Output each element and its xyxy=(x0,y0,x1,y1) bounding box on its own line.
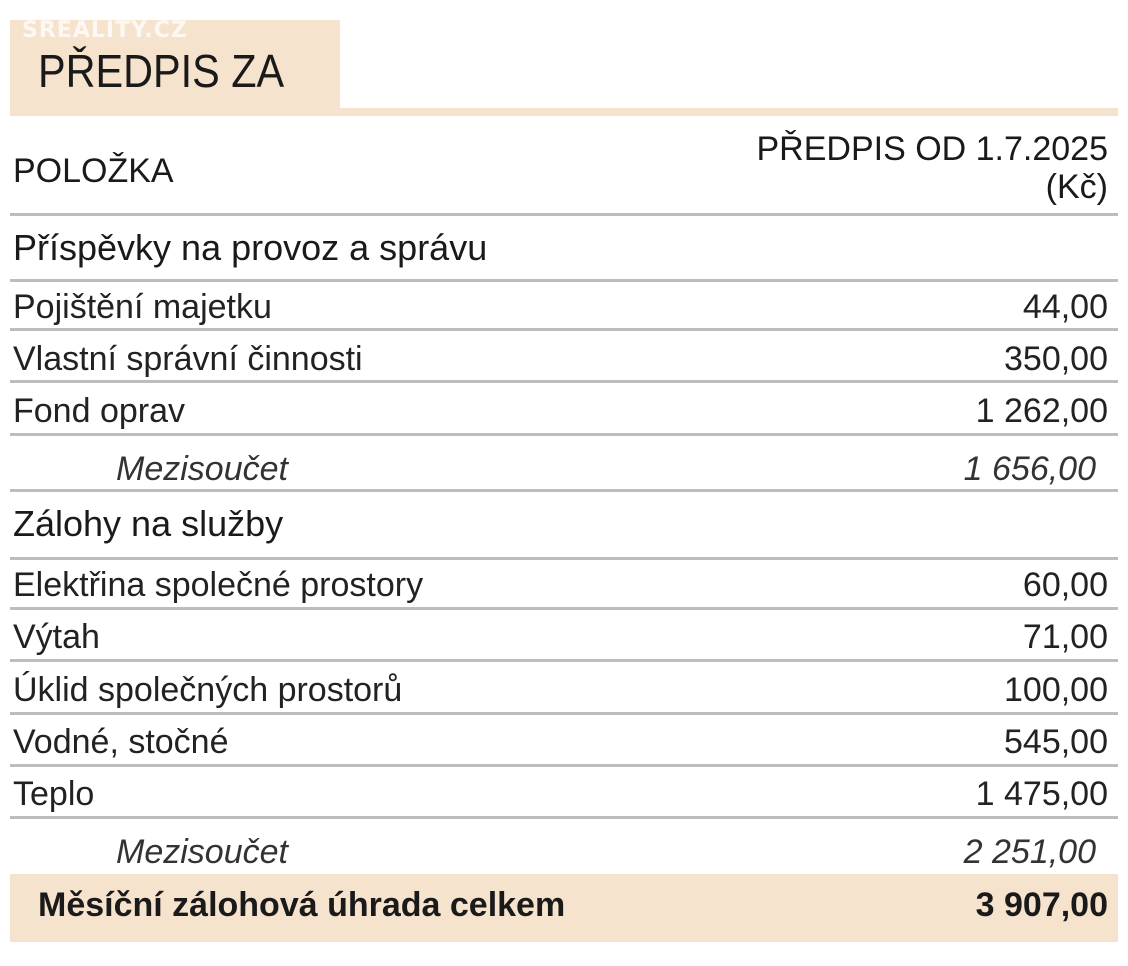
section-heading-label: Příspěvky na provoz a správu xyxy=(13,227,488,268)
subtotal-label: Mezisoučet xyxy=(116,833,288,871)
row-label: Pojištění majetku xyxy=(13,288,272,326)
column-header-value-line1: PŘEDPIS OD 1.7.2025 xyxy=(756,130,1108,168)
separator xyxy=(10,764,1118,767)
separator xyxy=(10,557,1118,560)
subtotal-value: 2 251,00 xyxy=(963,833,1096,871)
row-value: 71,00 xyxy=(1022,618,1108,656)
separator xyxy=(10,279,1118,282)
subtotal-value: 1 656,00 xyxy=(963,450,1096,488)
separator xyxy=(10,489,1118,492)
separator xyxy=(10,816,1118,819)
separator xyxy=(10,607,1118,610)
separator xyxy=(10,659,1118,662)
row-value: 1 262,00 xyxy=(975,392,1108,430)
separator xyxy=(10,328,1118,331)
row-label: Fond oprav xyxy=(13,392,185,430)
column-header-item: POLOŽKA xyxy=(13,152,174,190)
watermark-logo: SREALITY.CZ xyxy=(22,18,188,43)
separator xyxy=(10,213,1118,216)
separator xyxy=(10,433,1118,436)
section-heading-label: Zálohy na služby xyxy=(13,503,284,544)
total-value: 3 907,00 xyxy=(975,886,1108,924)
total-label: Měsíční zálohová úhrada celkem xyxy=(38,886,566,924)
title-rule xyxy=(10,108,1118,116)
column-header-value-line2: (Kč) xyxy=(1045,168,1108,206)
row-label: Elektřina společné prostory xyxy=(13,566,424,604)
separator xyxy=(10,712,1118,715)
row-label: Vlastní správní činnosti xyxy=(13,340,363,378)
row-value: 1 475,00 xyxy=(975,775,1108,813)
page-title: PŘEDPIS ZA xyxy=(38,45,285,97)
row-label: Vodné, stočné xyxy=(13,723,229,761)
row-label: Výtah xyxy=(13,618,100,656)
row-label: Úklid společných prostorů xyxy=(13,671,403,709)
row-value: 60,00 xyxy=(1022,566,1108,604)
row-value: 350,00 xyxy=(1004,340,1108,378)
separator xyxy=(10,380,1118,383)
subtotal-label: Mezisoučet xyxy=(116,450,288,488)
row-value: 44,00 xyxy=(1022,288,1108,326)
row-value: 100,00 xyxy=(1004,671,1108,709)
row-value: 545,00 xyxy=(1004,723,1108,761)
row-label: Teplo xyxy=(13,775,95,813)
